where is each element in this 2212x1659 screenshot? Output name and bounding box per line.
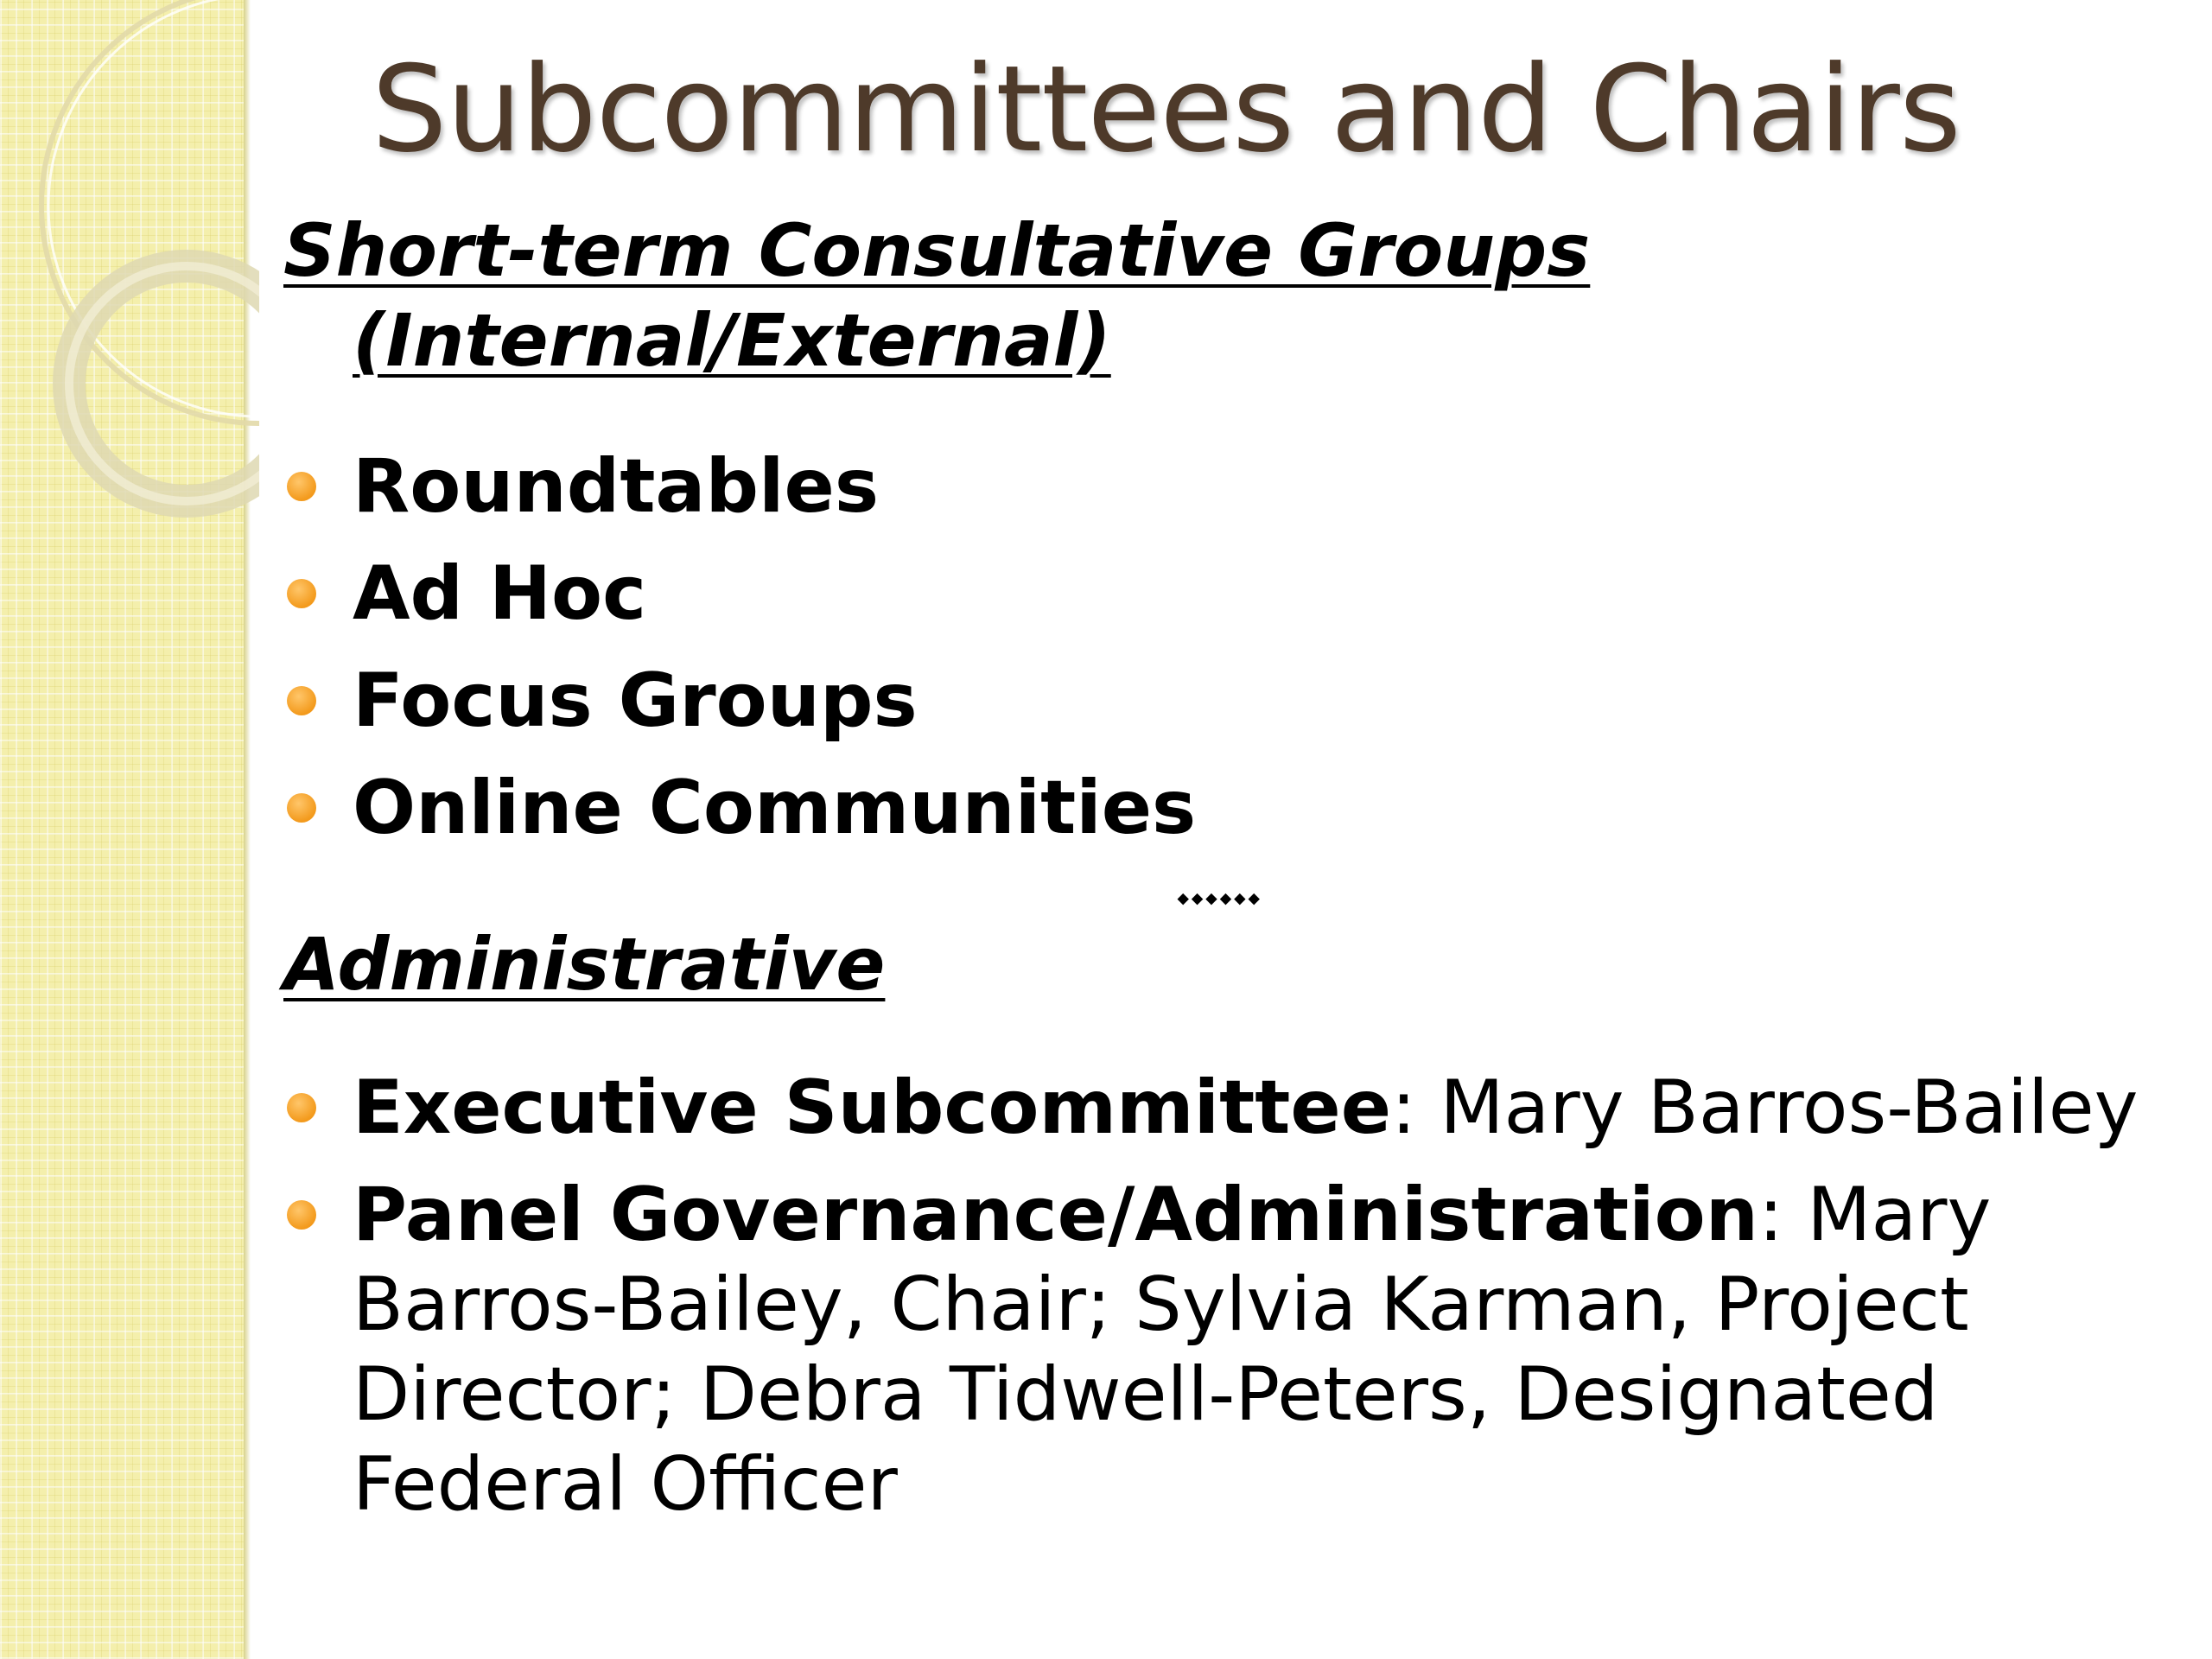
admin-item-label: Executive Subcommittee bbox=[353, 1065, 1392, 1151]
admin-item-value: : Mary Barros-Bailey bbox=[1391, 1065, 2139, 1151]
admin-item-panel-governance bbox=[353, 1170, 2193, 1529]
list-item-online-communities: Online Communities bbox=[353, 765, 1197, 851]
ornament-divider: ⬩⬩⬩⬩⬩⬩ bbox=[1177, 878, 1262, 918]
admin-item-value: : Mary Barros-Bailey, Chair; Sylvia Karman, Project Director; Debra Tidwell-Peters, Designated Federal Officer bbox=[353, 1172, 1992, 1528]
administrative-heading: Administrative bbox=[283, 922, 886, 1007]
list-item-focus-groups: Focus Groups bbox=[353, 658, 918, 744]
orange-dot-icon bbox=[287, 472, 316, 501]
list-item-ad-hoc: Ad Hoc bbox=[353, 550, 647, 637]
orange-dot-icon bbox=[287, 793, 316, 823]
orange-dot-icon bbox=[287, 1200, 316, 1230]
bullet-icon bbox=[287, 656, 321, 746]
orange-dot-icon bbox=[287, 1093, 316, 1122]
bullet-icon bbox=[287, 1170, 321, 1260]
bullet-icon bbox=[287, 549, 321, 639]
orange-dot-icon bbox=[287, 579, 316, 608]
list-item-roundtables: Roundtables bbox=[353, 443, 880, 530]
orange-dot-icon bbox=[287, 686, 316, 715]
bullet-icon bbox=[287, 1063, 321, 1153]
ring-decoration-icon bbox=[0, 0, 259, 553]
bullet-icon bbox=[287, 442, 321, 531]
bullet-icon bbox=[287, 763, 321, 853]
admin-item-label: Panel Governance/Administration bbox=[353, 1172, 1758, 1258]
consultative-heading-line1: Short-term Consultative Groups bbox=[283, 208, 1591, 293]
consultative-heading-line2: (Internal/External) bbox=[353, 298, 1111, 383]
slide-title: Subcommittees and Chairs bbox=[372, 40, 1961, 179]
admin-item-executive bbox=[353, 1063, 2193, 1153]
